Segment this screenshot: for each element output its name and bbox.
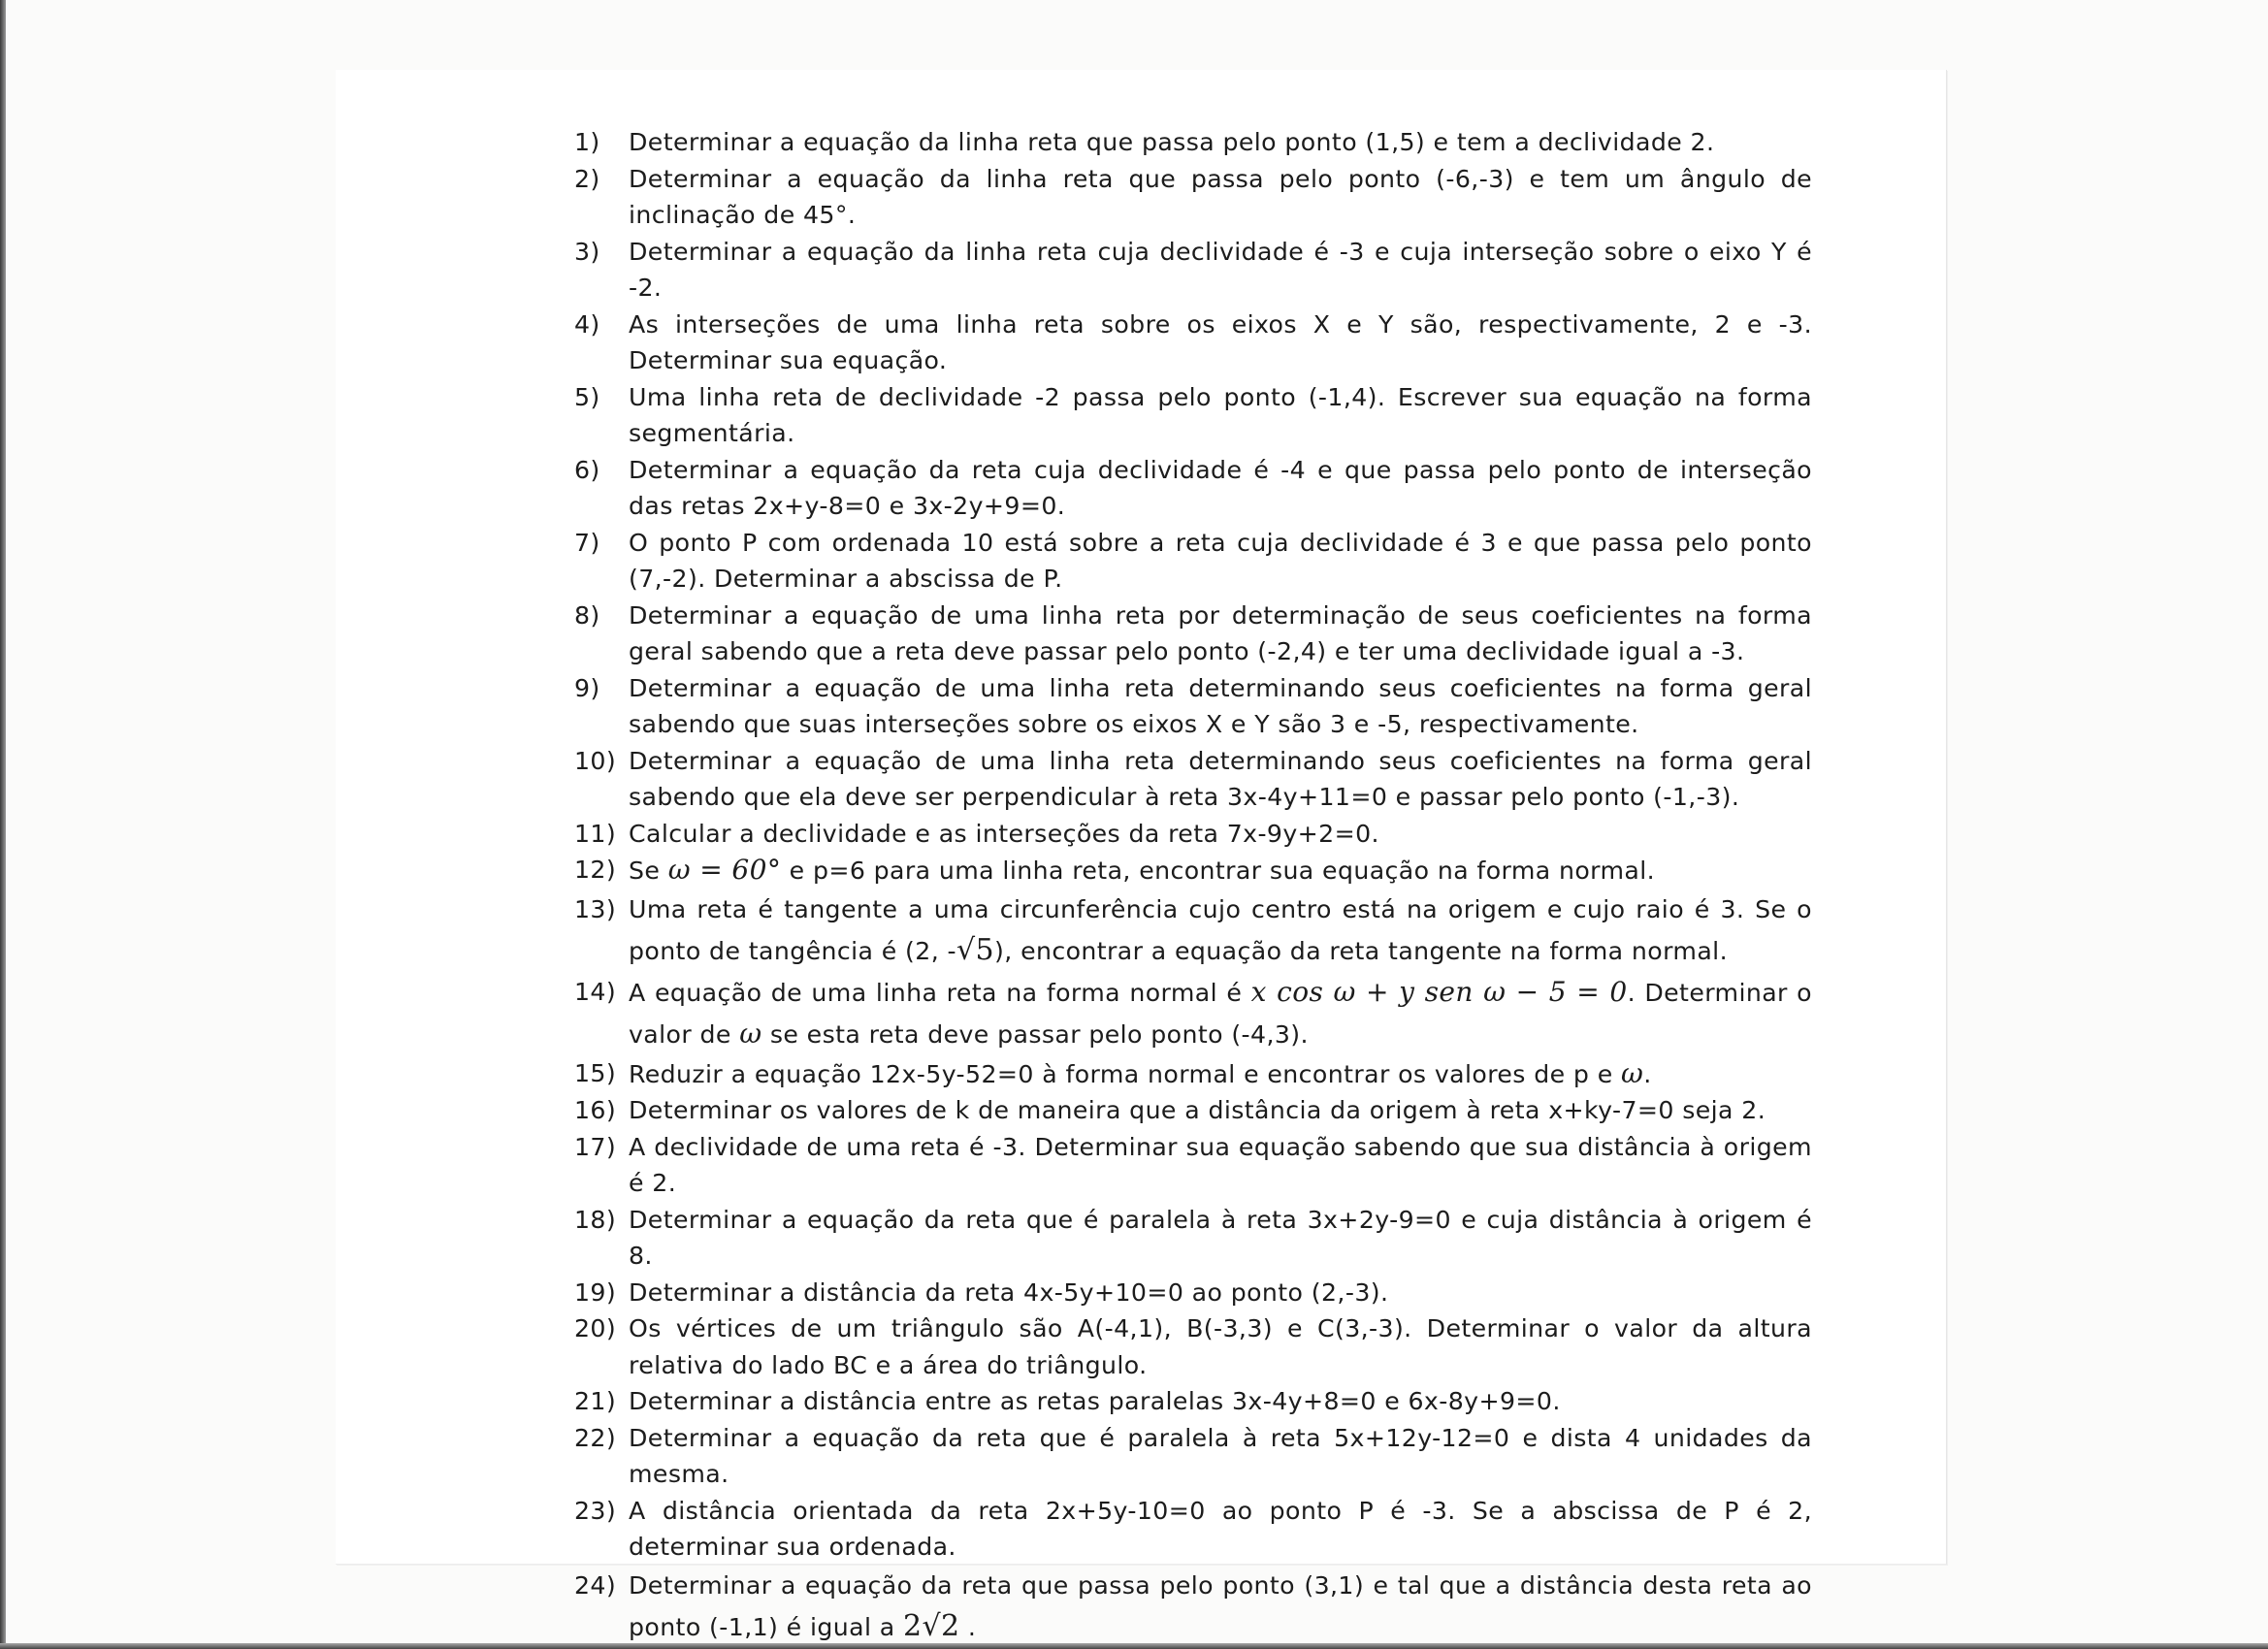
text-segment: .: [1643, 1059, 1652, 1088]
exercise-number: 22): [574, 1423, 617, 1452]
scanner-left-edge: [0, 0, 6, 1649]
exercise-item: [574, 743, 2155, 816]
exercise-text: Determinar os valores de k de maneira que a distância da origem à reta x+ky-7=0 seja 2.: [629, 1096, 1766, 1124]
exercise-text: Determinar a distância da reta 4x-5y+10=0 ao ponto (2,-3).: [629, 1277, 1389, 1307]
exercise-number: 19): [574, 1277, 617, 1307]
exercise-text: Os vértices de um triângulo são A(-4,1), B(-3,3) e C(3,-3). Determinar o valor da altura relativa do lado BC e a área do triângulo.: [629, 1314, 1812, 1379]
exercise-item: [574, 234, 2155, 307]
exercise-item: [574, 525, 2155, 598]
exercise-number: 10): [574, 746, 617, 775]
text-segment: ), encontrar a equação da reta tangente na forma normal.: [994, 936, 1728, 965]
exercise-text: Determinar a equação da linha reta cuja declividade é -3 e cuja interseção sobre o eixo Y é -2.: [629, 237, 1812, 302]
exercise-number: 21): [574, 1387, 617, 1415]
exercise-text: Determinar a equação de uma linha reta determinando seus coeficientes na forma geral sabendo que ela deve ser perpendicular à reta 3x-4y+11=0 e passar pelo ponto (-1,-3).: [629, 746, 1812, 811]
exercise-text: As interseções de uma linha reta sobre os eixos X e Y são, respectivamente, 2 e -3. Determinar sua equação.: [629, 309, 1812, 374]
exercise-number: 20): [574, 1314, 617, 1342]
exercise-number: 6): [574, 455, 600, 484]
exercise-number: 3): [574, 237, 600, 266]
exercise-item: [574, 1202, 2155, 1275]
exercise-item: [574, 972, 2155, 1055]
exercise-number: 23): [574, 1496, 617, 1525]
exercise-number: 24): [574, 1570, 617, 1600]
exercise-item: [574, 1493, 2155, 1566]
exercise-item: [574, 161, 2155, 234]
paper-sheet: [336, 70, 1947, 1643]
exercise-text: [629, 972, 1812, 1055]
text-segment: Determinar a equação da reta que passa pelo ponto (3,1) e tal que a distância desta reta ao ponto (-1,1) é igual a: [629, 1570, 1812, 1641]
exercise-item: [574, 1383, 2155, 1420]
text-segment: .: [959, 1612, 977, 1641]
exercise-item: [574, 1055, 2155, 1093]
exercise-number: 18): [574, 1205, 617, 1234]
exercise-text: A distância orientada da reta 2x+5y-10=0 ao ponto P é -3. Se a abscissa de P é 2, determinar sua ordenada.: [629, 1496, 1812, 1561]
exercise-text: [629, 1566, 1812, 1648]
exercise-text: [629, 1055, 1812, 1093]
exercise-number: 7): [574, 528, 600, 557]
exercise-text: O ponto P com ordenada 10 está sobre a reta cuja declividade é 3 e que passa pelo ponto (7,-2). Determinar a abscissa de P.: [629, 528, 1812, 593]
exercise-text: Determinar a distância entre as retas paralelas 3x-4y+8=0 e 6x-8y+9=0.: [629, 1387, 1561, 1415]
exercise-item: [574, 670, 2155, 743]
sqrt-expression: √5: [956, 932, 995, 967]
exercise-number: 12): [574, 856, 617, 884]
exercise-number: 16): [574, 1096, 617, 1124]
exercise-number: 2): [574, 164, 600, 193]
exercise-number: 15): [574, 1058, 617, 1087]
exercise-item: [574, 379, 2155, 452]
exercise-item: [574, 889, 2155, 972]
exercise-text: A declividade de uma reta é -3. Determinar sua equação sabendo que sua distância à origem é 2.: [629, 1132, 1812, 1197]
exercise-text: Determinar a equação da linha reta que passa pelo ponto (-6,-3) e tem um ângulo de inclinação de 45°.: [629, 164, 1812, 229]
exercise-text: Determinar a equação da reta que é paralela à reta 3x+2y-9=0 e cuja distância à origem é 8.: [629, 1205, 1812, 1270]
exercise-text: Determinar a equação da linha reta que passa pelo ponto (1,5) e tem a declividade 2.: [629, 128, 1715, 156]
exercise-text: Determinar a equação da reta que é paralela à reta 5x+12y-12=0 e dista 4 unidades da mesma.: [629, 1423, 1812, 1488]
exercise-text: Calcular a declividade e as interseções da reta 7x-9y+2=0.: [629, 819, 1379, 848]
text-segment: Uma reta é tangente a uma circunferência cujo centro está na origem e cujo raio é 3. Se o ponto de tangência é (2, -: [629, 894, 1812, 965]
exercise-text: Determinar a equação de uma linha reta por determinação de seus coeficientes na forma geral sabendo que a reta deve passar pelo ponto (-2,4) e ter uma declividade igual a -3.: [629, 600, 1812, 665]
exercise-item: [574, 1092, 2155, 1129]
exercise-item: [574, 816, 2155, 853]
exercise-text: Uma linha reta de declividade -2 passa pelo ponto (-1,4). Escrever sua equação na forma segmentária.: [629, 382, 1812, 447]
text-segment: Se: [629, 857, 668, 885]
exercise-number: 17): [574, 1132, 617, 1161]
text-segment: se esta reta deve passar pelo ponto (-4,3).: [761, 1019, 1309, 1049]
exercise-text: [629, 889, 1812, 972]
exercise-number: 5): [574, 382, 600, 411]
text-segment: . Determinar o valor de: [629, 978, 1812, 1049]
exercise-number: 1): [574, 128, 600, 156]
exercise-item: [574, 1275, 2155, 1311]
math-expression: ω = 60°: [667, 854, 782, 886]
exercise-item: [574, 1420, 2155, 1493]
exercise-text: Determinar a equação de uma linha reta determinando seus coeficientes na forma geral sabendo que suas interseções sobre os eixos X e Y são 3 e -5, respectivamente.: [629, 673, 1812, 738]
sqrt-expression: 2√2: [903, 1608, 960, 1643]
exercise-number: 8): [574, 600, 600, 630]
text-segment: Reduzir a equação 12x-5y-52=0 à forma normal e encontrar os valores de p e: [629, 1059, 1622, 1088]
exercise-item: [574, 452, 2155, 525]
exercise-number: 4): [574, 309, 600, 339]
exercise-number: 11): [574, 819, 617, 848]
math-symbol: ω: [739, 1017, 762, 1050]
exercise-text: [629, 852, 1812, 889]
exercise-text: Determinar a equação da reta cuja declividade é -4 e que passa pelo ponto de interseção das retas 2x+y-8=0 e 3x-2y+9=0.: [629, 455, 1812, 520]
exercise-item: [574, 1566, 2155, 1648]
math-symbol: ω: [1621, 1056, 1644, 1089]
exercise-item: [574, 852, 2155, 889]
exercise-number: 13): [574, 894, 617, 923]
text-segment: A equação de uma linha reta na forma normal é: [629, 978, 1251, 1007]
exercise-item: [574, 307, 2155, 379]
exercise-list: [574, 124, 2155, 1648]
exercise-number: 14): [574, 977, 617, 1006]
exercise-item: [574, 124, 2155, 161]
exercise-item: [574, 1310, 2155, 1383]
exercise-item: [574, 598, 2155, 670]
text-segment: e p=6 para uma linha reta, encontrar sua equação na forma normal.: [781, 857, 1656, 885]
exercise-item: [574, 1129, 2155, 1202]
math-expression: x cos ω + y sen ω − 5 = 0: [1250, 975, 1628, 1008]
exercise-number: 9): [574, 673, 600, 702]
